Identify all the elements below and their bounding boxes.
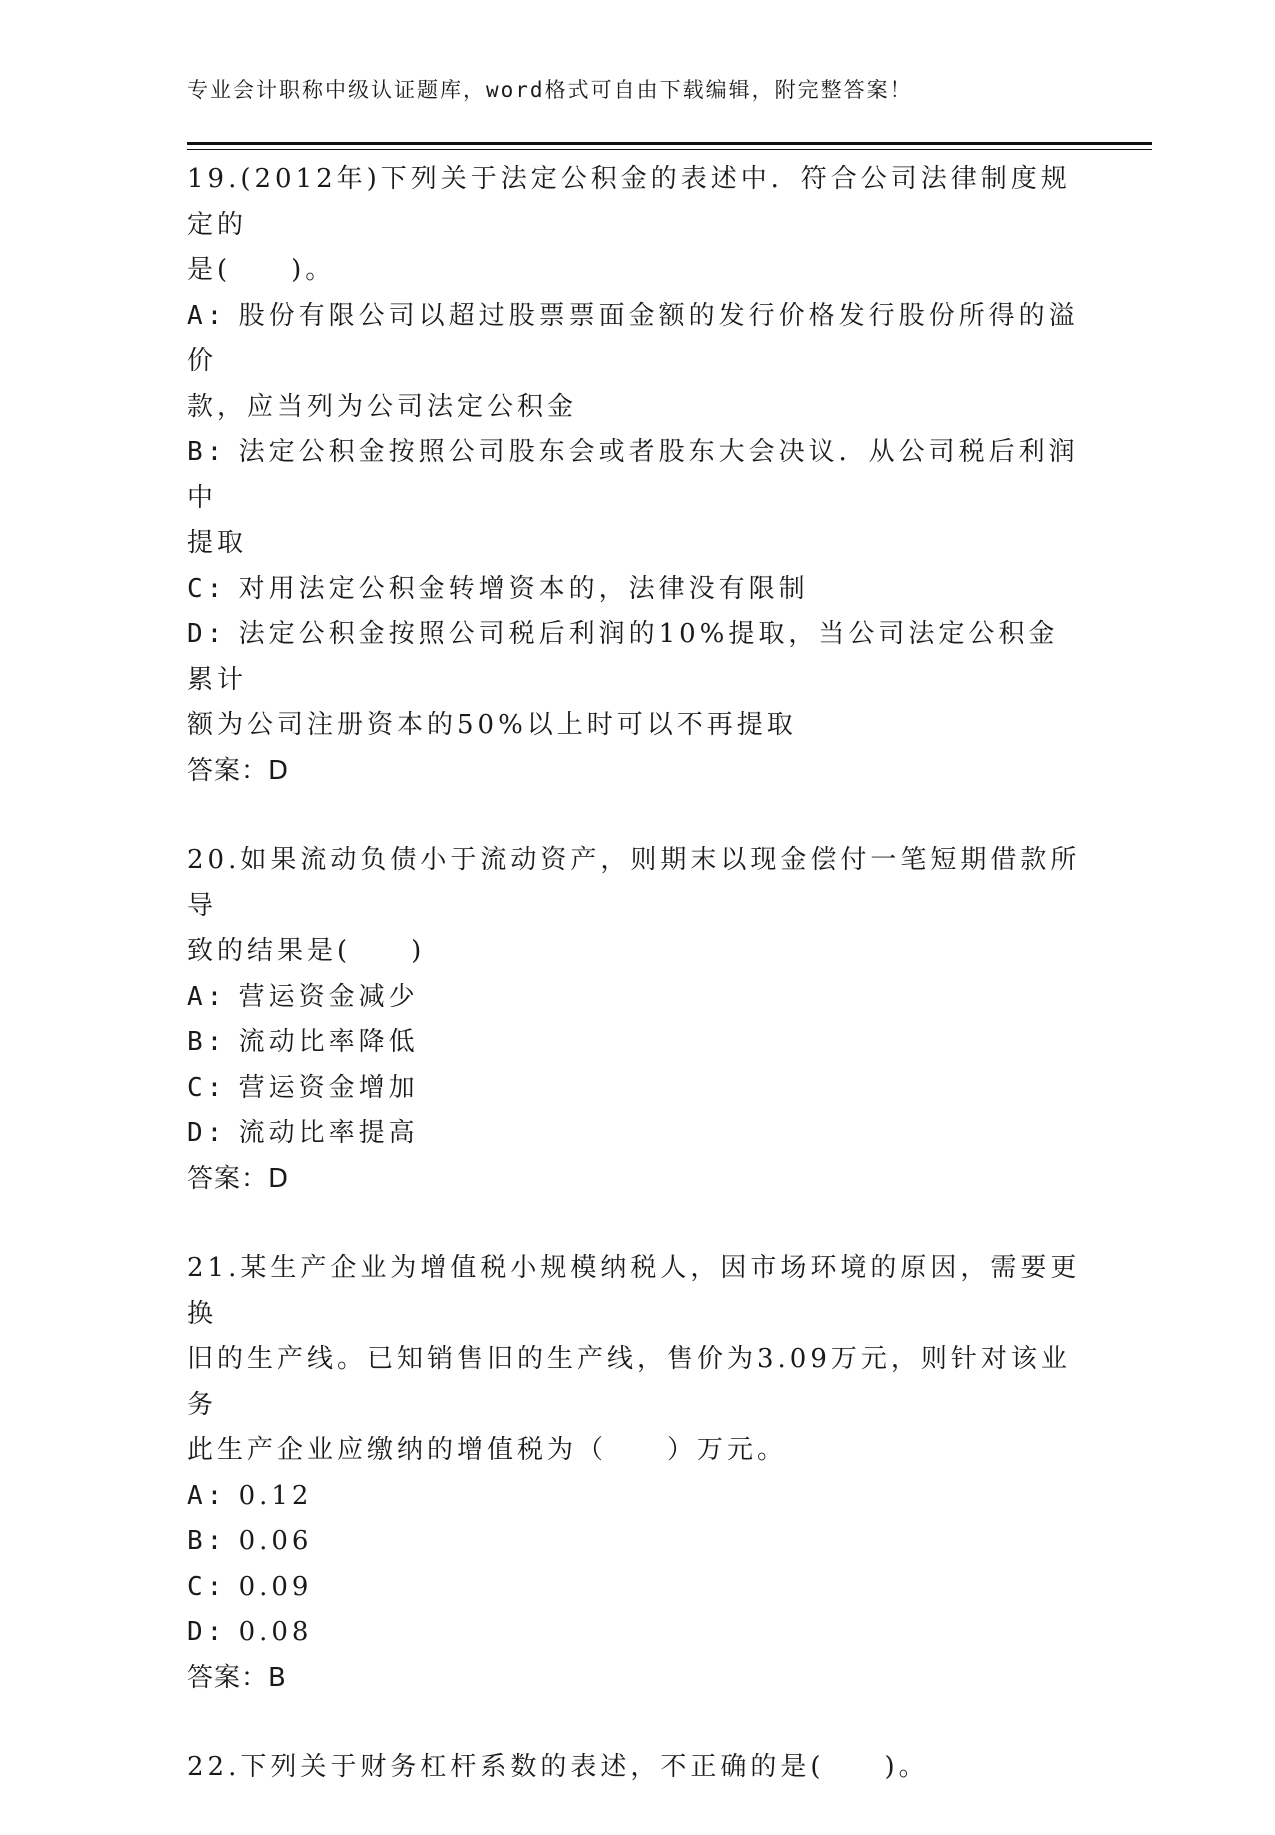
header-note: 专业会计职称中级认证题库，word格式可自由下载编辑，附完整答案！	[187, 78, 913, 102]
option-letter: C:	[187, 573, 227, 604]
option-text: 流动比率提高	[238, 1118, 419, 1148]
option-letter: B:	[187, 437, 227, 467]
option-letter: B:	[187, 1526, 227, 1556]
option-text: 法定公积金按照公司股东会或者股东大会决议．从公司税后利润中	[187, 437, 1079, 513]
question-list	[187, 157, 1087, 1835]
option-line	[187, 1020, 1087, 1066]
question-stem-line: 22.下列关于财务杠杆系数的表述，不正确的是( )。	[187, 1752, 929, 1782]
option-letter: C:	[187, 1072, 227, 1103]
option-line	[187, 1111, 1087, 1157]
option-line	[187, 430, 1087, 521]
option-letter: B:	[187, 1027, 227, 1057]
option-line	[187, 294, 1087, 385]
answer-line: 答案：D	[187, 755, 290, 786]
option-text: 0.08	[238, 1617, 313, 1647]
question-stem-line: 旧的生产线。已知销售旧的生产线，售价为3.09万元，则针对该业务	[187, 1344, 1071, 1420]
header-rule-thin	[187, 149, 1152, 150]
option-text: 股份有限公司以超过股票票面金额的发行价格发行股份所得的溢价	[187, 300, 1079, 376]
answer-line: 答案：D	[187, 1163, 290, 1194]
option-text: 0.09	[238, 1571, 313, 1602]
option-letter: D:	[187, 1118, 227, 1148]
question-stem-line: 是( )。	[187, 255, 336, 285]
question-block	[187, 838, 1087, 1202]
option-line	[187, 1066, 1087, 1112]
question-stem-line: 21.某生产企业为增值税小规模纳税人，因市场环境的原因，需要更换	[187, 1253, 1081, 1329]
question-block	[187, 1246, 1087, 1701]
option-text: 0.12	[238, 1480, 313, 1511]
option-letter: A:	[187, 981, 227, 1012]
question-stem-line: 19.(2012年)下列关于法定公积金的表述中．符合公司法律制度规定的	[187, 164, 1071, 240]
option-line	[187, 703, 1087, 749]
option-text: 款，应当列为公司法定公积金	[187, 391, 578, 422]
option-letter: A:	[187, 300, 227, 331]
question-block	[187, 157, 1087, 794]
option-letter: D:	[187, 619, 227, 649]
option-text: 法定公积金按照公司税后利润的10%提取，当公司法定公积金累计	[187, 619, 1059, 695]
option-letter: A:	[187, 1480, 227, 1511]
option-line	[187, 521, 1087, 567]
option-line	[187, 567, 1087, 613]
question-stem-line: 此生产企业应缴纳的增值税为（ ）万元。	[187, 1435, 788, 1465]
option-text: 0.06	[238, 1526, 313, 1556]
option-text: 营运资金减少	[238, 981, 419, 1012]
option-text: 营运资金增加	[238, 1072, 419, 1103]
option-line	[187, 1519, 1087, 1565]
option-text: 流动比率降低	[238, 1027, 419, 1057]
option-line	[187, 385, 1087, 431]
option-text: 提取	[187, 528, 248, 558]
question-stem-line: 致的结果是( )	[187, 936, 426, 966]
option-line	[187, 1565, 1087, 1611]
option-line	[187, 612, 1087, 703]
answer-line: 答案：B	[187, 1662, 287, 1693]
option-line	[187, 975, 1087, 1021]
header-rule-thick	[187, 142, 1152, 145]
option-letter: D:	[187, 1617, 227, 1647]
option-line	[187, 1610, 1087, 1656]
option-text: 对用法定公积金转增资本的，法律没有限制	[238, 573, 809, 604]
question-block	[187, 1745, 1087, 1791]
option-line	[187, 1474, 1087, 1520]
option-letter: C:	[187, 1571, 227, 1602]
question-stem-line: 20.如果流动负债小于流动资产，则期末以现金偿付一笔短期借款所导	[187, 845, 1081, 921]
option-text: 额为公司注册资本的50%以上时可以不再提取	[187, 710, 797, 740]
